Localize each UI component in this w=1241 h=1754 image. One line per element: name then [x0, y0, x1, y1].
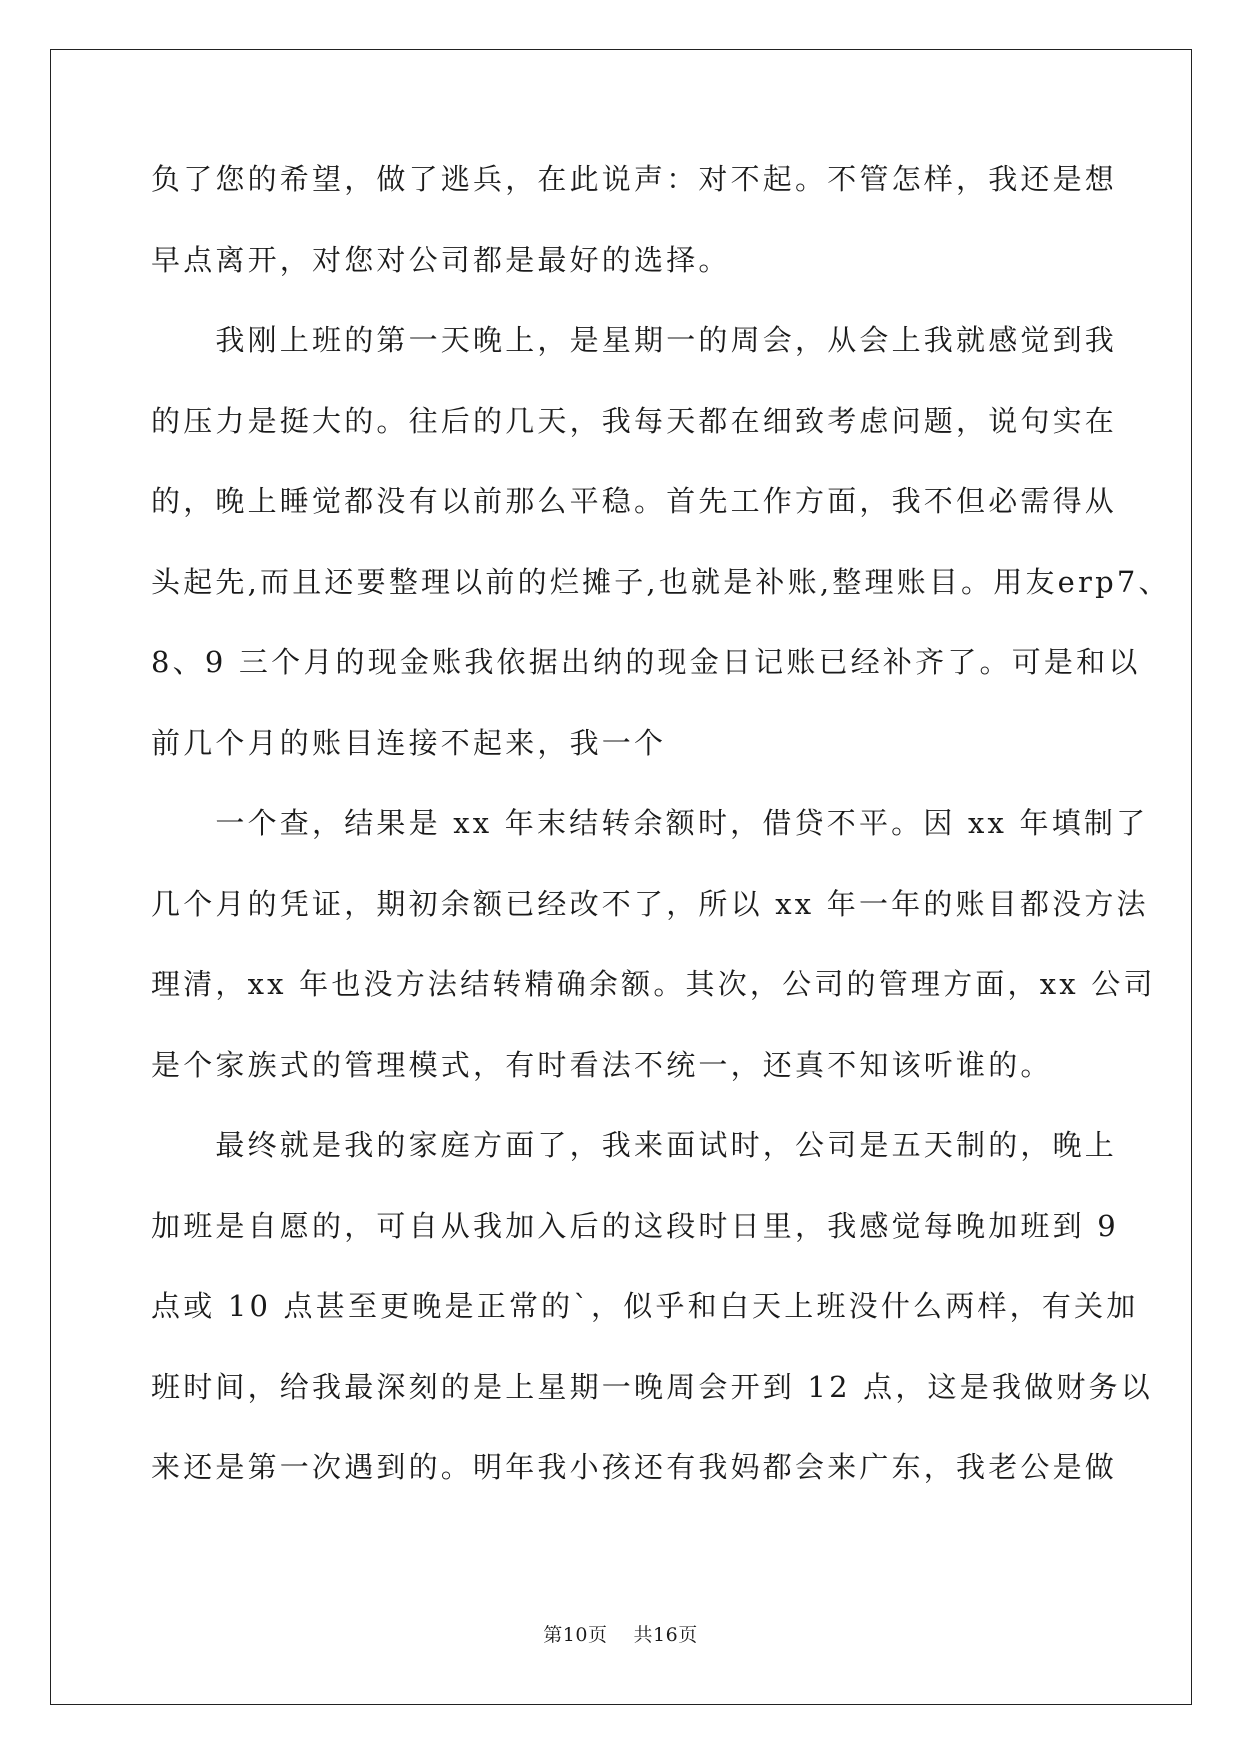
text-line: 加班是自愿的，可自从我加入后的这段时日里，我感觉每晚加班到 9: [151, 1208, 1119, 1243]
text-line: 早点离开，对您对公司都是最好的选择。: [151, 242, 731, 277]
text-line: 的，晚上睡觉都没有以前那么平稳。首先工作方面，我不但必需得从: [151, 484, 1118, 518]
text-line: 前几个月的账目连接不起来，我一个: [151, 725, 667, 760]
text-line: 点或 10 点甚至更晚是正常的`，似乎和白天上班没什么两样，有关加: [151, 1289, 1139, 1323]
text-line: 是个家族式的管理模式，有时看法不统一，还真不知该听谁的。: [151, 1047, 1053, 1082]
text-line: 班时间，给我最深刻的是上星期一晚周会开到 12 点，这是我做财务以: [151, 1369, 1153, 1404]
page-number-footer: 第10页 共16页: [543, 1624, 698, 1646]
text-line: 我刚上班的第一天晚上，是星期一的周会，从会上我就感觉到我: [151, 323, 1118, 357]
text-line: 头起先,而且还要整理以前的烂摊子,也就是补账,整理账目。用友erp7、: [151, 564, 1171, 599]
text-line: 的压力是挺大的。往后的几天，我每天都在细致考虑问题，说句实在: [151, 403, 1118, 438]
text-line: 最终就是我的家庭方面了，我来面试时，公司是五天制的，晚上: [151, 1128, 1118, 1162]
text-line: 负了您的希望，做了逃兵，在此说声：对不起。不管怎样，我还是想: [151, 162, 1118, 196]
text-line: 一个查，结果是 xx 年末结转余额时，借贷不平。因 xx 年填制了: [151, 806, 1149, 840]
text-line: 来还是第一次遇到的。明年我小孩还有我妈都会来广东，我老公是做: [151, 1450, 1118, 1484]
document-body: [151, 162, 1171, 1532]
text-line: 8、9 三个月的现金账我依据出纳的现金日记账已经补齐了。可是和以: [151, 645, 1141, 679]
text-line: 几个月的凭证，期初余额已经改不了，所以 xx 年一年的账目都没方法: [151, 886, 1149, 921]
text-line: 理清，xx 年也没方法结转精确余额。其次，公司的管理方面，xx 公司: [151, 967, 1156, 1001]
